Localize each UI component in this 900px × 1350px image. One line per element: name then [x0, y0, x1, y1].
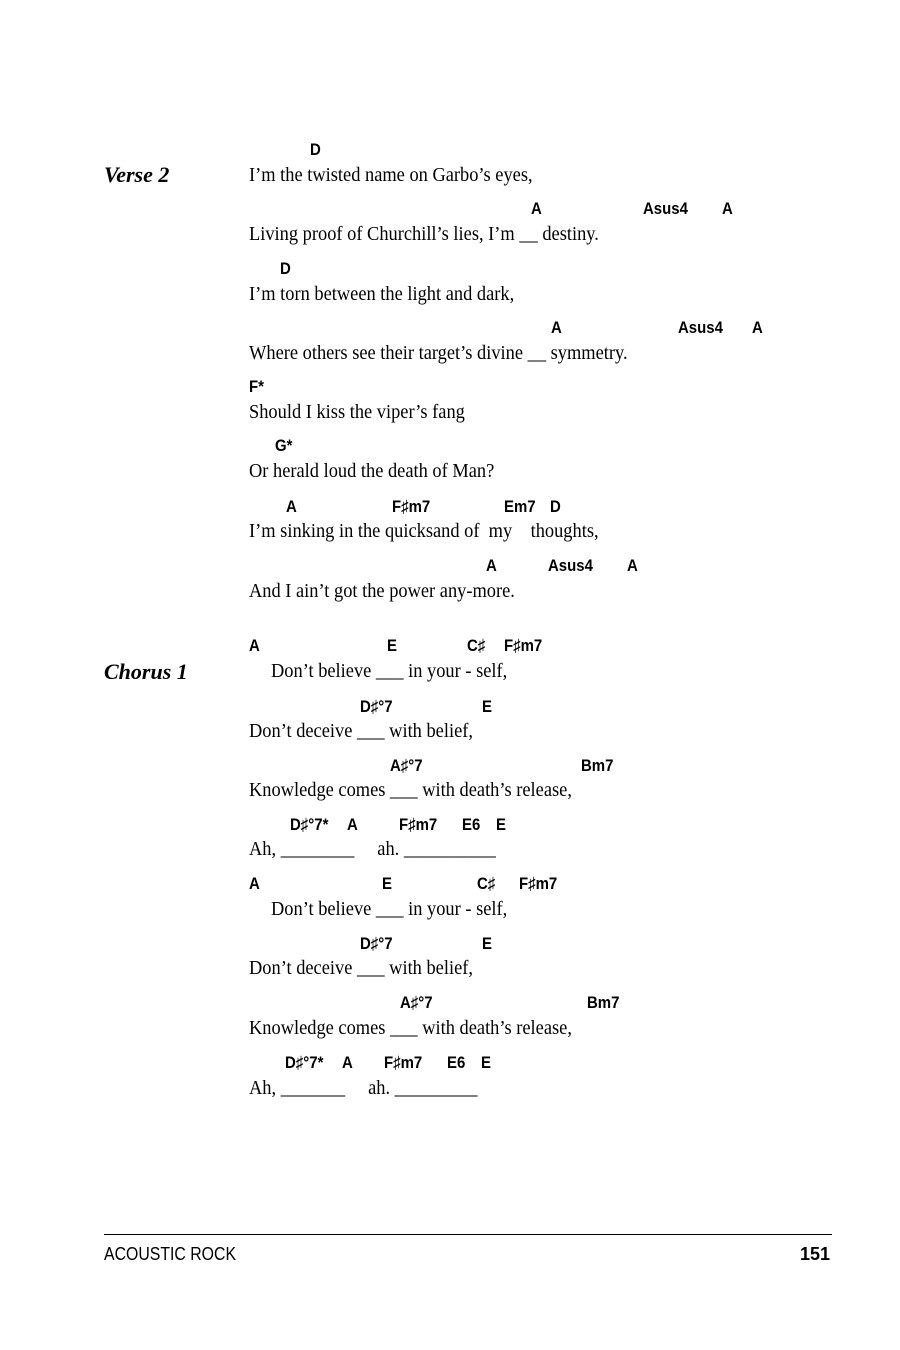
chord: D — [550, 497, 561, 516]
chord: A — [627, 556, 638, 575]
chord: E — [482, 697, 492, 716]
chord: Asus4 — [548, 556, 593, 575]
lyric-line: Where others see their target’s divine __ symmetry. — [249, 342, 628, 364]
chord: A — [486, 556, 497, 575]
lyric-line: And I ain’t got the power any-more. — [249, 580, 515, 602]
chord: F♯m7 — [392, 497, 431, 516]
chord: F♯m7 — [399, 815, 438, 834]
chord: Em7 — [504, 497, 536, 516]
chord: A — [249, 874, 260, 893]
chord: D♯°7 — [360, 934, 393, 953]
chord: D♯°7 — [360, 697, 393, 716]
chord: F♯m7 — [519, 874, 558, 893]
chord: G* — [275, 436, 293, 455]
chord: C♯ — [467, 636, 486, 655]
chord: D♯°7* — [290, 815, 329, 834]
chord: E6 — [447, 1053, 466, 1072]
chord: E — [382, 874, 392, 893]
chord: A — [531, 199, 542, 218]
chord: D — [280, 259, 291, 278]
lyric-line: Don’t deceive ___ with belief, — [249, 720, 473, 742]
lyric-line: Living proof of Churchill’s lies, I’m __ destiny. — [249, 223, 599, 245]
chord: E6 — [462, 815, 481, 834]
chord: Asus4 — [678, 318, 723, 337]
lyric-line: I’m the twisted name on Garbo’s eyes, — [249, 164, 533, 186]
section-label-chorus-1: Chorus 1 — [104, 659, 188, 684]
lyric-line: Don’t believe ___ in your - self, — [271, 660, 508, 682]
chord: E — [481, 1053, 491, 1072]
lyric-line: I’m torn between the light and dark, — [249, 283, 515, 305]
lyric-line: Or herald loud the death of Man? — [249, 460, 495, 482]
chord: A — [347, 815, 358, 834]
chord: A — [286, 497, 297, 516]
chord: C♯ — [477, 874, 496, 893]
chord: Asus4 — [643, 199, 688, 218]
chord: A — [551, 318, 562, 337]
chord: F* — [249, 377, 264, 396]
page-number: 151 — [799, 1244, 830, 1264]
lyric-line: Ah, ________ ah. __________ — [249, 838, 496, 860]
lyric-line: Don’t believe ___ in your - self, — [271, 898, 508, 920]
chord: E — [496, 815, 506, 834]
lyric-line: Knowledge comes ___ with death’s release, — [249, 779, 572, 801]
chord: E — [482, 934, 492, 953]
lyric-line: I’m sinking in the quicksand of my thoughts, — [249, 520, 599, 542]
lyric-line: Ah, _______ ah. _________ — [249, 1077, 478, 1099]
book-title: ACOUSTIC ROCK — [104, 1244, 237, 1264]
chord: A♯°7 — [390, 756, 423, 775]
chord: E — [387, 636, 397, 655]
footer-divider — [104, 1234, 832, 1235]
chord: Bm7 — [587, 993, 620, 1012]
chord: D♯°7* — [285, 1053, 324, 1072]
lyric-line: Knowledge comes ___ with death’s release, — [249, 1017, 572, 1039]
chord: A — [342, 1053, 353, 1072]
lyric-line: Don’t deceive ___ with belief, — [249, 957, 473, 979]
chord: A — [249, 636, 260, 655]
chord: A — [752, 318, 763, 337]
chord: A — [722, 199, 733, 218]
chord: A♯°7 — [400, 993, 433, 1012]
chord: F♯m7 — [504, 636, 543, 655]
lyric-line: Should I kiss the viper’s fang — [249, 401, 465, 423]
chord: Bm7 — [581, 756, 614, 775]
chord: D — [310, 140, 321, 159]
chord: F♯m7 — [384, 1053, 423, 1072]
section-label-verse-2: Verse 2 — [104, 162, 170, 187]
